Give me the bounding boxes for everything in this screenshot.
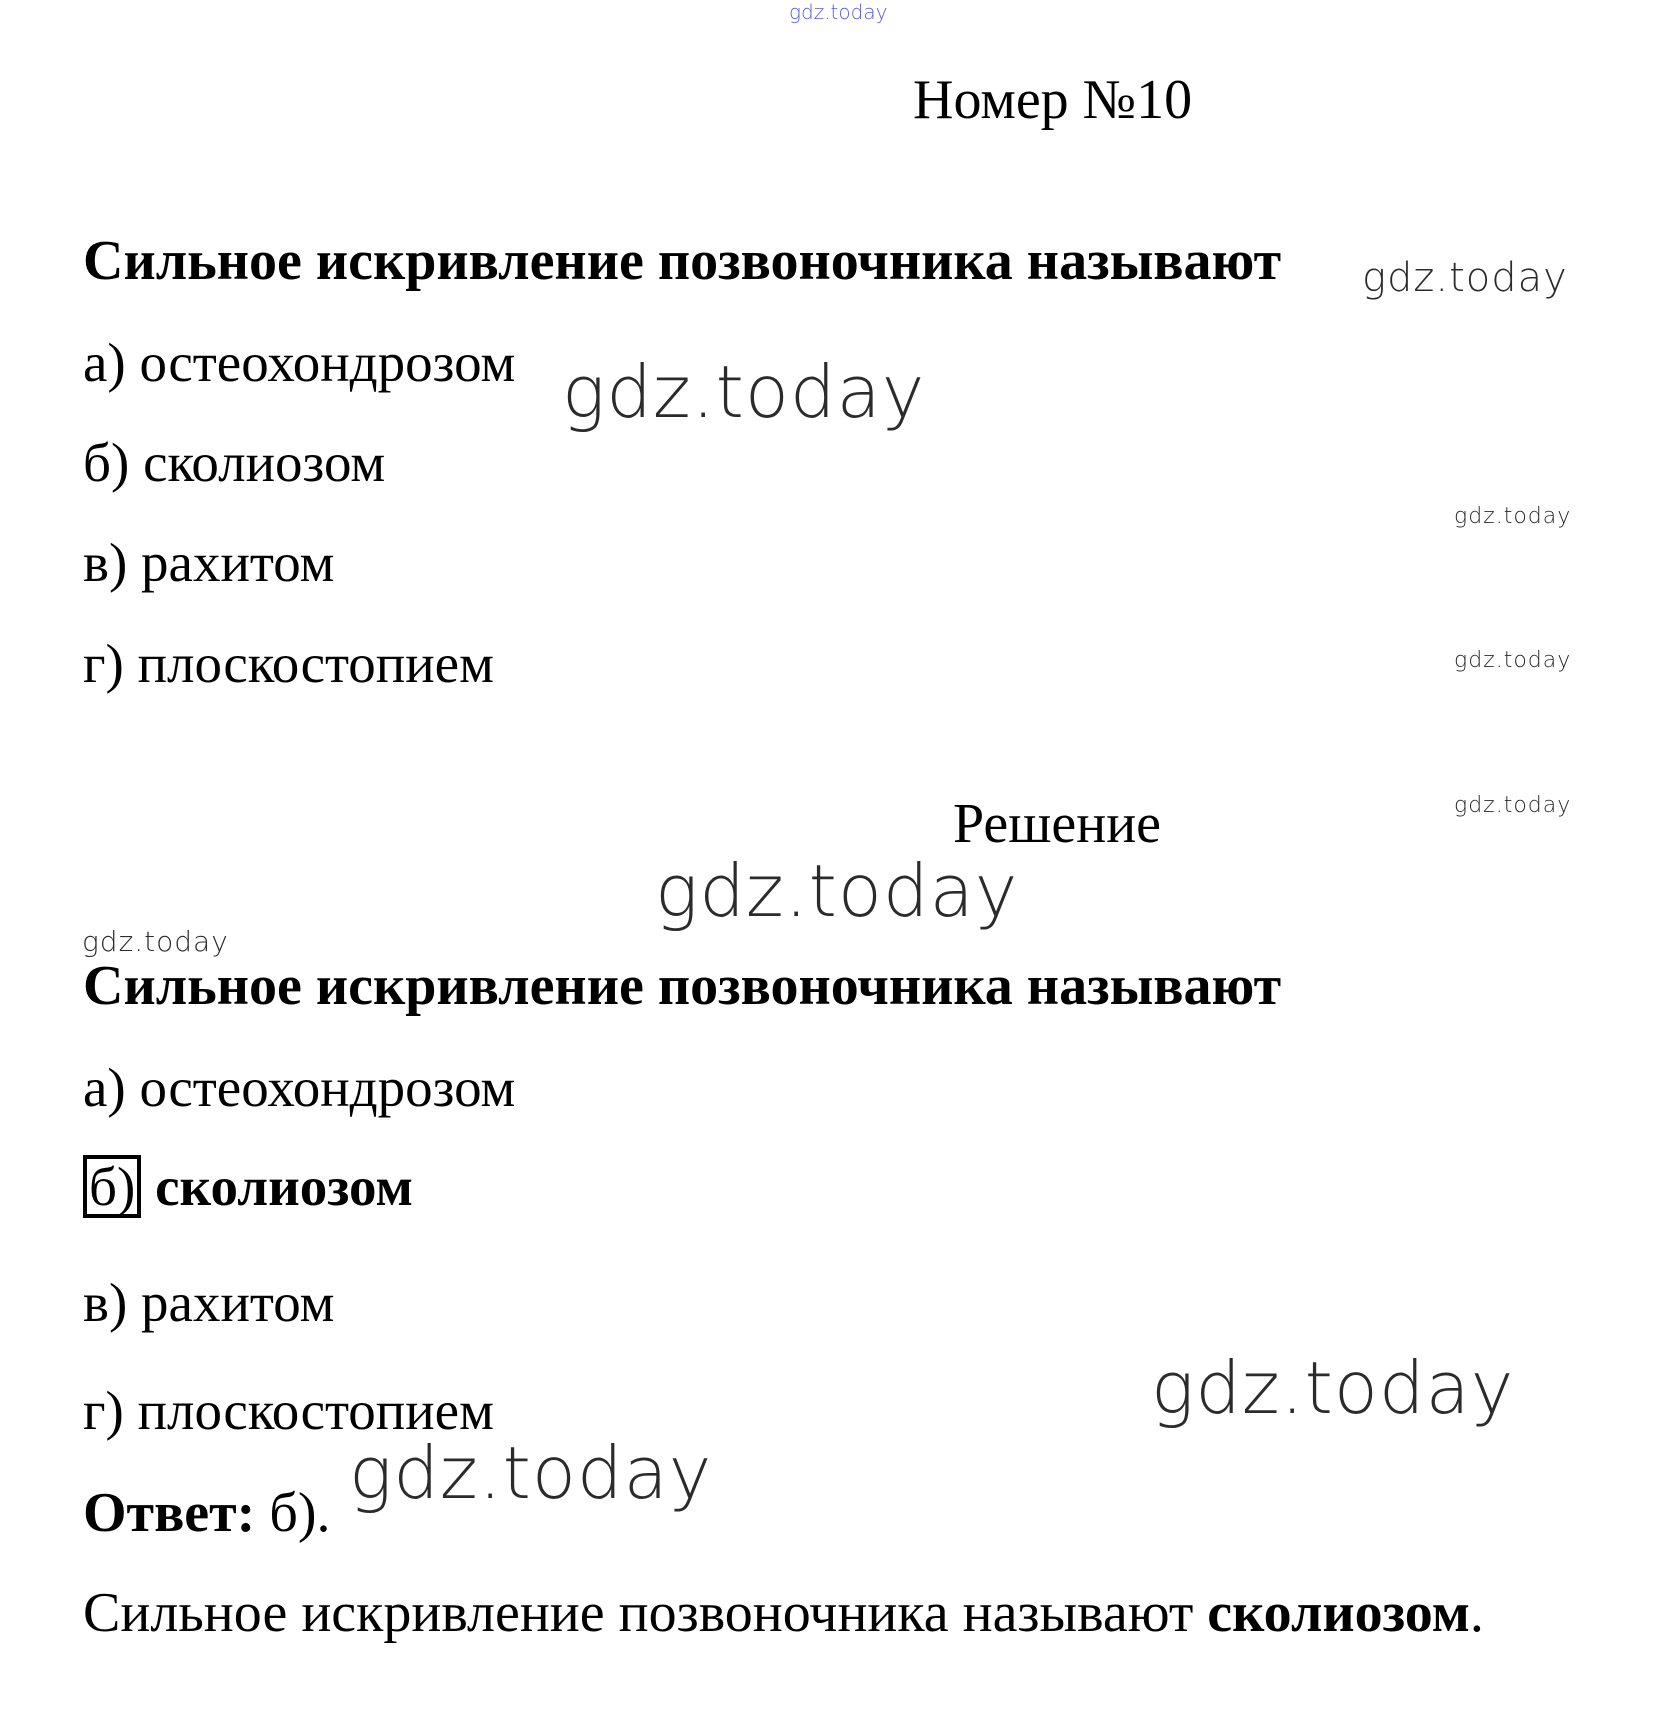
option-letter: а)	[83, 332, 126, 393]
page-title: Номер №10	[913, 69, 1193, 131]
watermark: gdz.today	[1454, 793, 1572, 818]
option-letter: г)	[83, 1380, 124, 1441]
watermark: gdz.today	[1362, 255, 1568, 301]
answer-value: б).	[269, 1482, 331, 1544]
watermark: gdz.today	[82, 925, 229, 958]
selected-option-text: сколиозом	[155, 1156, 413, 1217]
option-letter: в)	[83, 532, 128, 593]
option-text: сколиозом	[143, 432, 386, 493]
explanation-prefix: Сильное искривление позвоночника называют	[83, 1582, 1194, 1644]
solution-heading: Решение	[953, 793, 1162, 855]
option-letter: г)	[83, 633, 124, 694]
watermark: gdz.today	[1151, 1346, 1515, 1430]
explanation-suffix: .	[1469, 1582, 1484, 1644]
question-option-b	[83, 432, 386, 493]
explanation-term: сколиозом	[1207, 1582, 1470, 1644]
answer-label: Ответ:	[83, 1482, 256, 1544]
option-text: рахитом	[141, 1272, 335, 1333]
option-text: остеохондрозом	[139, 1057, 516, 1118]
solution-option-a	[83, 1057, 516, 1118]
question-text: Сильное искривление позвоночника называют	[83, 230, 1282, 292]
watermark: gdz.today	[562, 350, 926, 434]
question-option-c	[83, 532, 335, 593]
watermark: gdz.today	[655, 849, 1019, 933]
option-text: рахитом	[141, 532, 335, 593]
option-letter: в)	[83, 1272, 128, 1333]
question-option-d	[83, 633, 494, 694]
solution-option-b-selected	[83, 1155, 413, 1218]
watermark: gdz.today	[1454, 504, 1572, 529]
answer-line	[83, 1482, 331, 1544]
solution-option-c	[83, 1272, 335, 1333]
selected-option-box: б)	[83, 1155, 141, 1218]
option-text: плоскостопием	[137, 1380, 494, 1441]
watermark: gdz.today	[1454, 648, 1572, 673]
watermark: gdz.today	[349, 1431, 713, 1515]
option-text: плоскостопием	[137, 633, 494, 694]
solution-option-d	[83, 1380, 494, 1441]
question-option-a	[83, 332, 516, 393]
option-letter: б)	[83, 432, 130, 493]
watermark-top: gdz.today	[789, 0, 888, 24]
option-letter: а)	[83, 1057, 126, 1118]
solution-question-text: Сильное искривление позвоночника называют	[83, 955, 1282, 1017]
option-text: остеохондрозом	[139, 332, 516, 393]
explanation-line	[83, 1582, 1484, 1644]
